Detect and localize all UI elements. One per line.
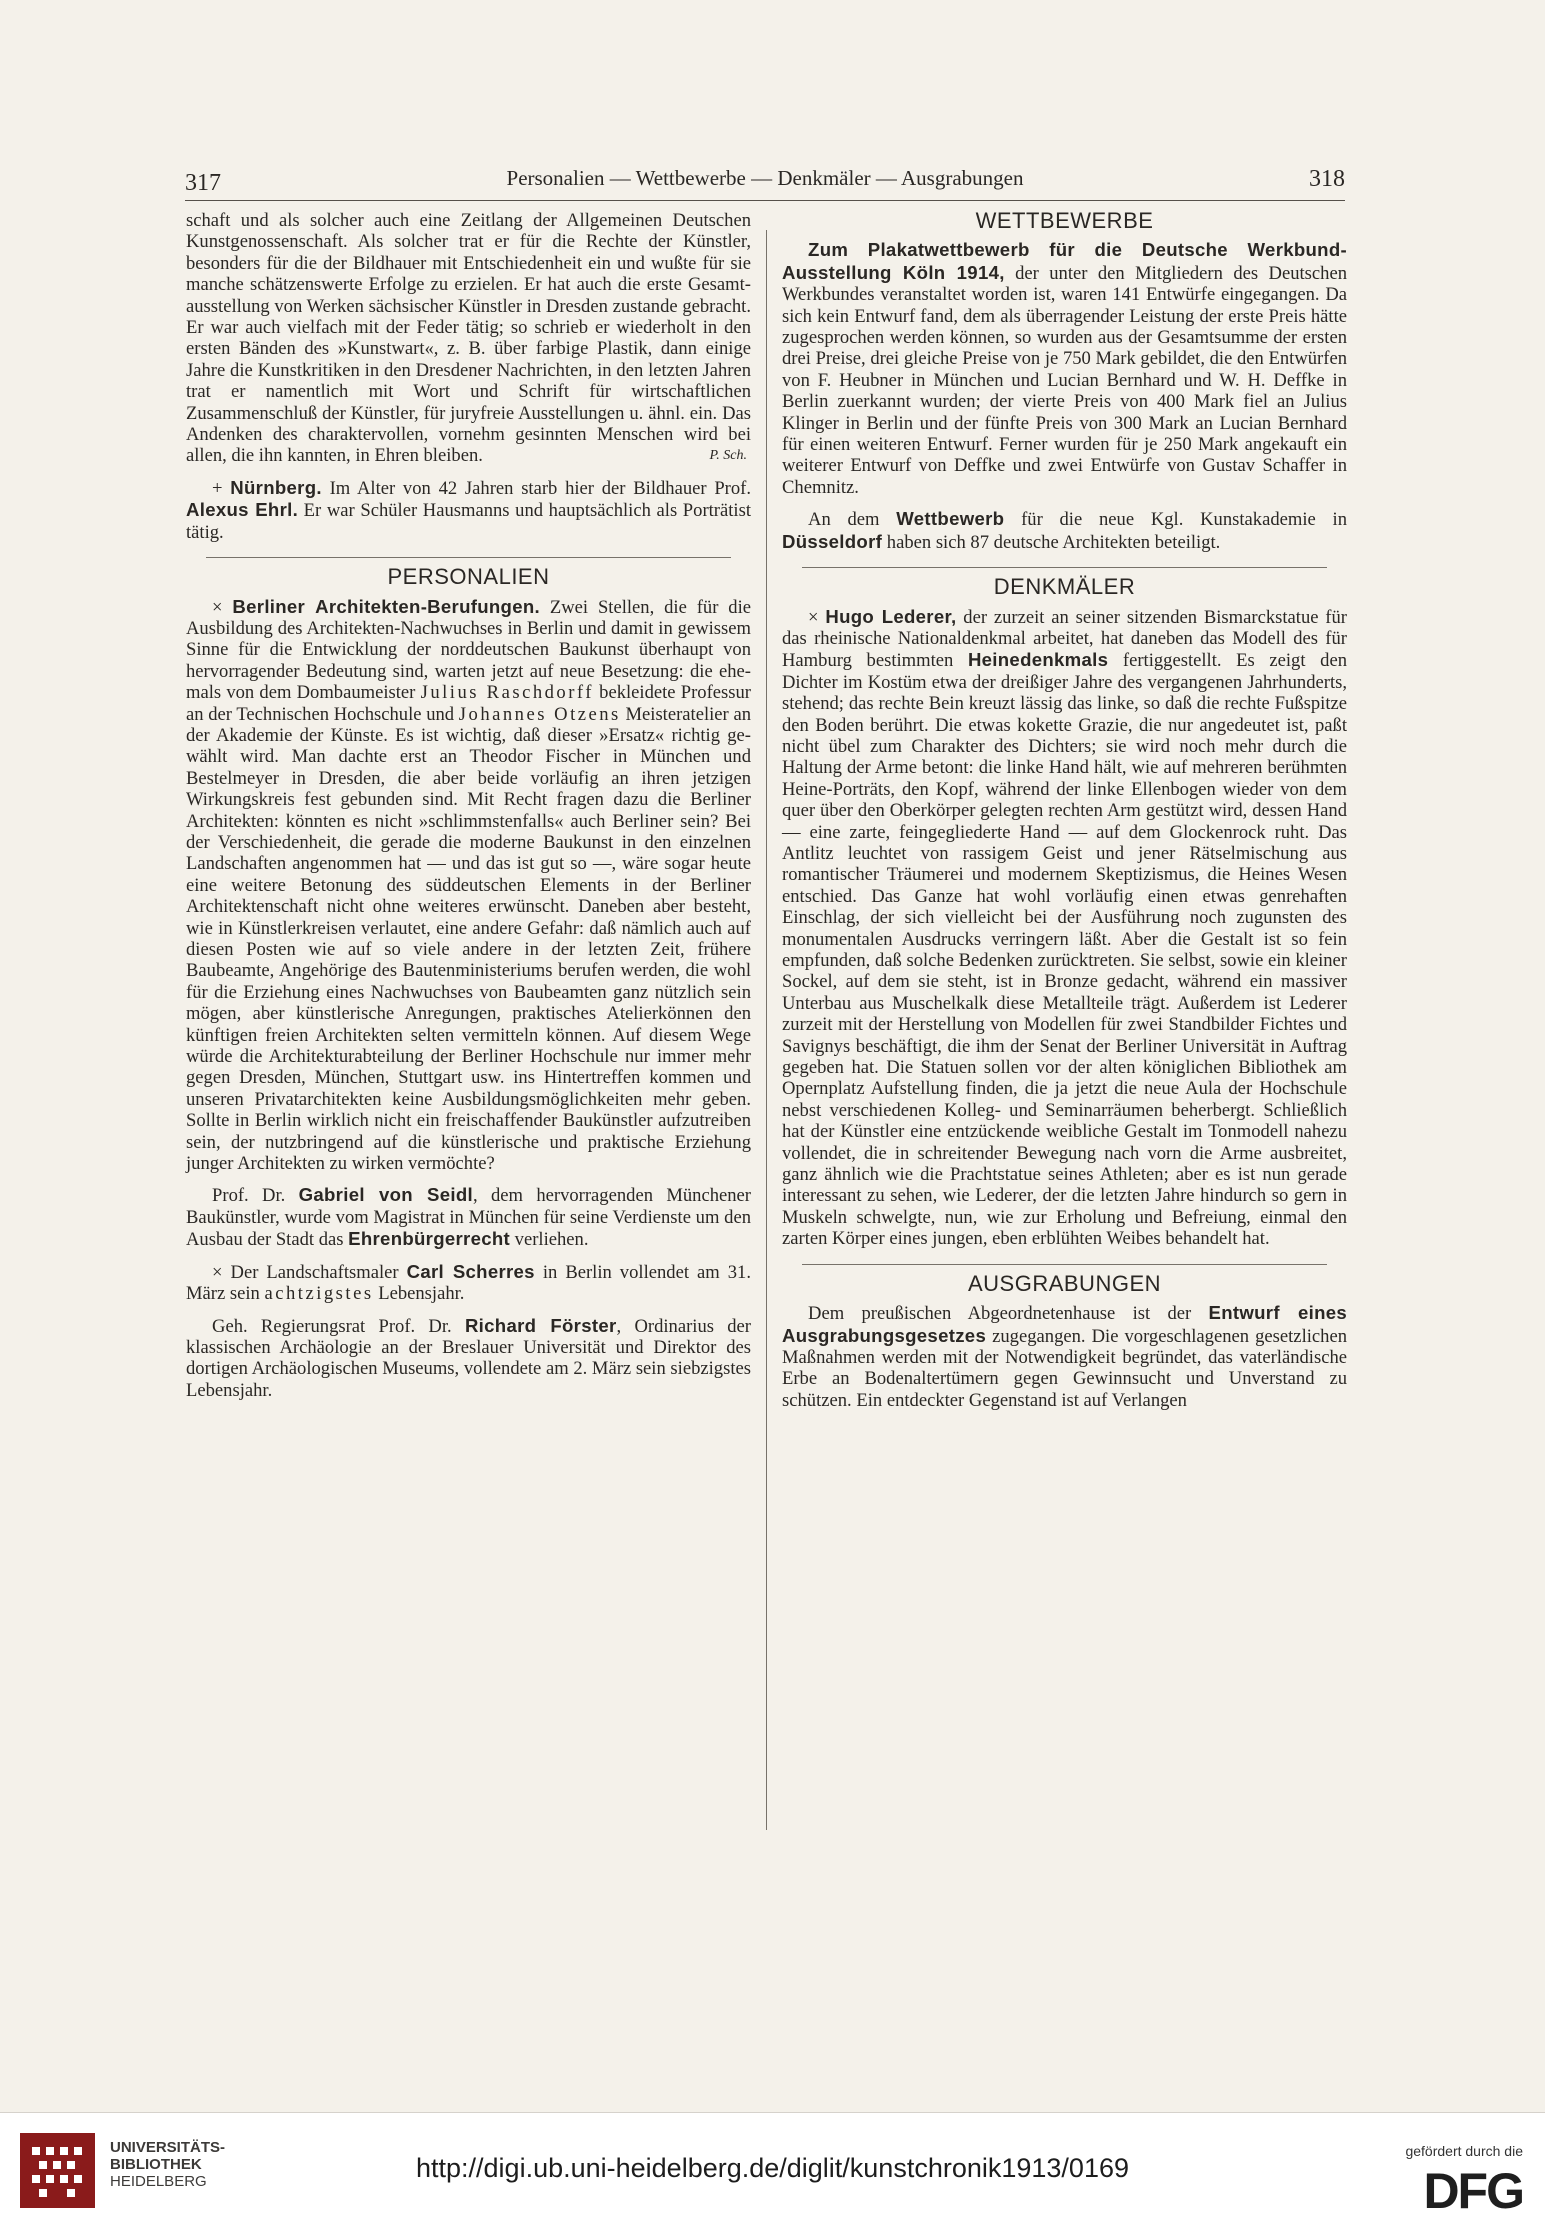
lederer-article: × Hugo Lederer, der zurzeit an seiner sitzenden Bismarckstatue für das rheinische Nationaldenkmal arbeitet, hat daneben das Modell des für Hamburg bestimmten Heinedenkmals fertiggestellt. Es zeigt den Dichter im Kostüm etwa der dreißiger Jahre des vergangenen Jahrhunderts, stehend; das rechte Bein kreuzt lässig das linke, so daß die rechte Fußspitze den Boden berührt. Die etwas kokette Grazie, die nur angedeutet ist, paßt nicht übel zum Charakter des Dichters; sie wird noch mehr durch die Haltung der Arme betont: die linke Hand hält, wie auf mehreren berühmten Heine-Porträts, den Kopf, während der linke Ellenbogen wieder von dem quer über den Oberkörper gelegten rechten Arm gestützt wird, dessen Hand — eine zarte, feingegliederte Hand — auf dem Glockenrock ruht. Das Antlitz leuchtet von rassigem Geist und jener Rätselmischung aus romantischer Träumerei und modernem Skeptizismus, die Heines Wesen entschied. Das Ganze hat wohl vorläufig einen etwas genrehaften Einschlag, der sich vielleicht bei der Ausführung noch zugunsten des monumentalen Ausdrucks verringern läßt. Aber die Gestalt ist so fein empfunden, daß solche Bedenken zurücktreten. Sie selbst, sowie ein kleiner Sockel, auf dem sie steht, ist in Bronze gedacht, während ein massiver Unterbau aus Muschelkalk diese Metallteile trägt. Außerdem ist Lederer zurzeit mit der Herstellung von Modellen für zwei Standbilder Fichtes und Savignys beschäftigt, die ihm der Senat der Berliner Universität in Auftrag gegeben hat. Die Statuen sollen vor der alten königlichen Bibliothek am Opernplatz Aufstellung finden, die ja jetzt die neue Aula der Hochschule nebst verschiedenen Kolleg- und Seminarräumen beherbergt. Schließlich hat der Künstler eine entzückende weibliche Gestalt im Tonmodell nahezu vollendet, die in schreitender Bewegung nach vorn die Arme ausbreitet, ganz ähnlich wie die Prachtstatue seines Athleten; aber es ist nun gerade interessant zu sehen, wie Lederer, der die letzten Jahre hindurch so gern in Muskeln schwelgte, nun, wie zur Erholung und Befreiung, einmal den zarten Körper eines jungen, eben erblühten Weibes behandelt hat. xyxy=(782,605,1347,1250)
scherres-notice: × Der Landschaftsmaler Carl Scherres in Berlin vollendet am 31. März sein achtzigstes Lebensjahr. xyxy=(186,1260,751,1305)
column-divider xyxy=(766,230,767,1830)
author-signature: P. Sch. xyxy=(709,448,747,464)
page-number-right: 318 xyxy=(1309,166,1345,192)
right-column xyxy=(782,210,1347,1411)
page-number-left: 317 xyxy=(185,170,221,196)
duesseldorf-wettbewerb: An dem Wettbewerb für die neue Kgl. Kunstakademie in Düsseldorf haben sich 87 deutsche Architekten beteiligt. xyxy=(782,508,1347,553)
header-rule xyxy=(185,200,1345,201)
library-name: UNIVERSITÄTS- BIBLIOTHEK HEIDELBERG xyxy=(110,2139,226,2190)
funding-label: gefördert durch die xyxy=(1405,2143,1523,2159)
foerster-notice: Geh. Regierungsrat Prof. Dr. Richard Förster, Ordinarius der klassischen Archäologie an der Breslauer Universität und Direktor des dortigen Archäologischen Museums, vollendete am 2. März sein siebzigstes Lebensjahr. xyxy=(186,1314,751,1401)
section-rule xyxy=(206,557,731,558)
section-rule xyxy=(802,567,1327,568)
running-head xyxy=(185,160,1345,200)
left-column xyxy=(186,210,751,1401)
architekten-berufungen: × Berliner Architekten-Berufungen. Zwei Stellen, die für die Ausbildung des Architekten-Nachwuchses in Berlin und damit in gewissem Sinne für die Entwicklung der norddeutschen Baukunst überhaupt von hervorragender Bedeutung sind, warten jetzt auf neue Besetzung: die ehemals von dem Dombaumeister Julius Raschdorff bekleidete Professur an der Technischen Hochschule und Johannes Otzens Meisteratelier an der Akademie der Künste. Es ist wichtig, daß dieser »Ersatz« richtig gewählt wird. Man dachte erst an Theodor Fischer in München und Bestelmeyer in Dresden, die aber beide vorläufig an ihren jetzigen Wirkungskreis fest gebunden sind. Mit Recht fragen dazu die Berliner Architekten: könnten es nicht »schlimmstenfalls« auch Berliner sein? Bei der Verschiedenheit, die gerade die moderne Baukunst in den einzelnen Landschaften angenommen hat — und das ist gut so —, wäre sogar heute eine weitere Betonung des süddeutschen Elements in der Berliner Architektenschaft nicht ohne weiteres erwünscht. Daneben aber besteht, wie in Künstlerkreisen verlautet, eine andere Gefahr: daß nämlich auch auf diesen Posten wie auf so viele andere in der letzten Zeit, frühere Baubeamte, Angehörige des Bautenministeriums berufen werden, die wohl für die Erziehung eines Nachwuchses von Baubeamten ganz nützlich sein mögen, aber künstlerische Anregungen, praktisches Atelierkönnen den künftigen freien Architekten selten vermitteln können. Auf diesem Wege würde die Architekturabteilung der Berliner Hochschule nur immer mehr gegen Dresden, München, Stuttgart usw. ins Hintertreffen kommen und unseren Privatarchitekten keine Ausbildungsmöglichkeiten mehr geben. Sollte in Berlin wirklich nicht ein freischaffender Baukünstler aufzutreiben sein, der nutzbringend auf die künstlerische und praktische Erziehung junger Architekten zu wirken vermöchte? xyxy=(186,595,751,1175)
dfg-logo: DFG xyxy=(1423,2163,1523,2219)
section-title-wettbewerbe: WETTBEWERBE xyxy=(975,208,1154,233)
nuernberg-notice: + Nürnberg. Im Alter von 42 Jahren starb hier der Bildhauer Prof. Alexus Ehrl. Er war Schüler Hausmanns und hauptsächlich als Porträtist tätig. xyxy=(186,476,751,543)
section-title-personalien: PERSONALIEN xyxy=(387,564,550,590)
section-title-denkmaeler: DENKMÄLER xyxy=(993,574,1136,600)
section-rule xyxy=(802,1264,1327,1265)
source-url-link[interactable]: http://digi.ub.uni-heidelberg.de/diglit/kunstchronik1913/0169 xyxy=(416,2153,1129,2183)
running-title: Personalien — Wettbewerbe — Denkmäler — Ausgrabungen xyxy=(506,166,1024,190)
ausgrabungsgesetz: Dem preußischen Abgeordnetenhause ist der Entwurf eines Ausgrabungsgesetzes zugegangen. Die vorgeschlagenen gesetzlichen Maßnahmen werden mit der Notwendigkeit begründet, das vaterländische Erbe an Bodenaltertümern gegen Gewinnsucht und Unverstand zu schützen. Ein entdeckter Gegenstand ist auf Verlangen xyxy=(782,1302,1348,1411)
section-title-ausgrabungen: AUSGRABUNGEN xyxy=(967,1270,1162,1296)
digitization-footer xyxy=(0,2112,1545,2229)
obituary-continuation: schaft und als solcher auch eine Zeitlang der Allgemeinen Deutschen Kunstgenossenschaft. Als solcher trat er für die Rechte der Künstler, besonders für die der Bildhauer mit Entschiedenheit ein und wußte für sie manche schätzenswerte Erfolge zu erzielen. Er hat auch die erste Gesamtausstellung von Werken sächsischer Künstler in Dresden zustande gebracht. Er war auch vielfach mit der Feder tätig; so schrieb er wiederholt in den ersten Bänden des »Kunstwart«, z. B. über farbige Plastik, dann einige Jahre die Kunstkritiken in den Dresdener Nachrichten, in den letzten Jahren trat er namentlich mit Wort und Schrift für wirtschaftlichen Zusammenschluß der Künstler, für juryfreie Ausstellungen u. ähnl. ein. Das Andenken des charaktervollen, vornehm gesinnten Menschen wird bei allen, die ihn kannten, in Ehren bleiben. P. Sch. xyxy=(186,210,751,467)
seidl-notice: Prof. Dr. Gabriel von Seidl, dem hervorragenden Münchener Baukünstler, wurde vom Magistrat in München für seine Verdienste um den Ausbau der Stadt das Ehrenbürgerrecht verliehen. xyxy=(186,1184,751,1251)
plakatwettbewerb: Zum Plakatwettbewerb für die Deutsche Werkbund-Ausstellung Köln 1914, der unter den Mitgliedern des Deutschen Werkbundes veranstaltet worden ist, waren 141 Entwürfe eingegangen. Da sich kein Entwurf fand, dem als überragender Leistung der erste Preis hätte zugesprochen werden können, so wurden aus der Gesamtsumme der ersten drei Preise, drei gleiche Preise von je 750 Mark gebildet, die den Entwürfen von F. Heubner in München und Lucian Bernhard und W. H. Deffke in Berlin zuerkannt wurden; der vierte Preis von 400 Mark fiel an Julius Klinger in Berlin und der fünfte Preis von 300 Mark an Lucian Bernhard für einen weiteren Entwurf. Ferner wurden für je 250 Mark angekauft ein weiterer Entwurf von Deffke und zwei Entwürfe von Gustav Schaffer in Chemnitz. xyxy=(782,239,1347,498)
